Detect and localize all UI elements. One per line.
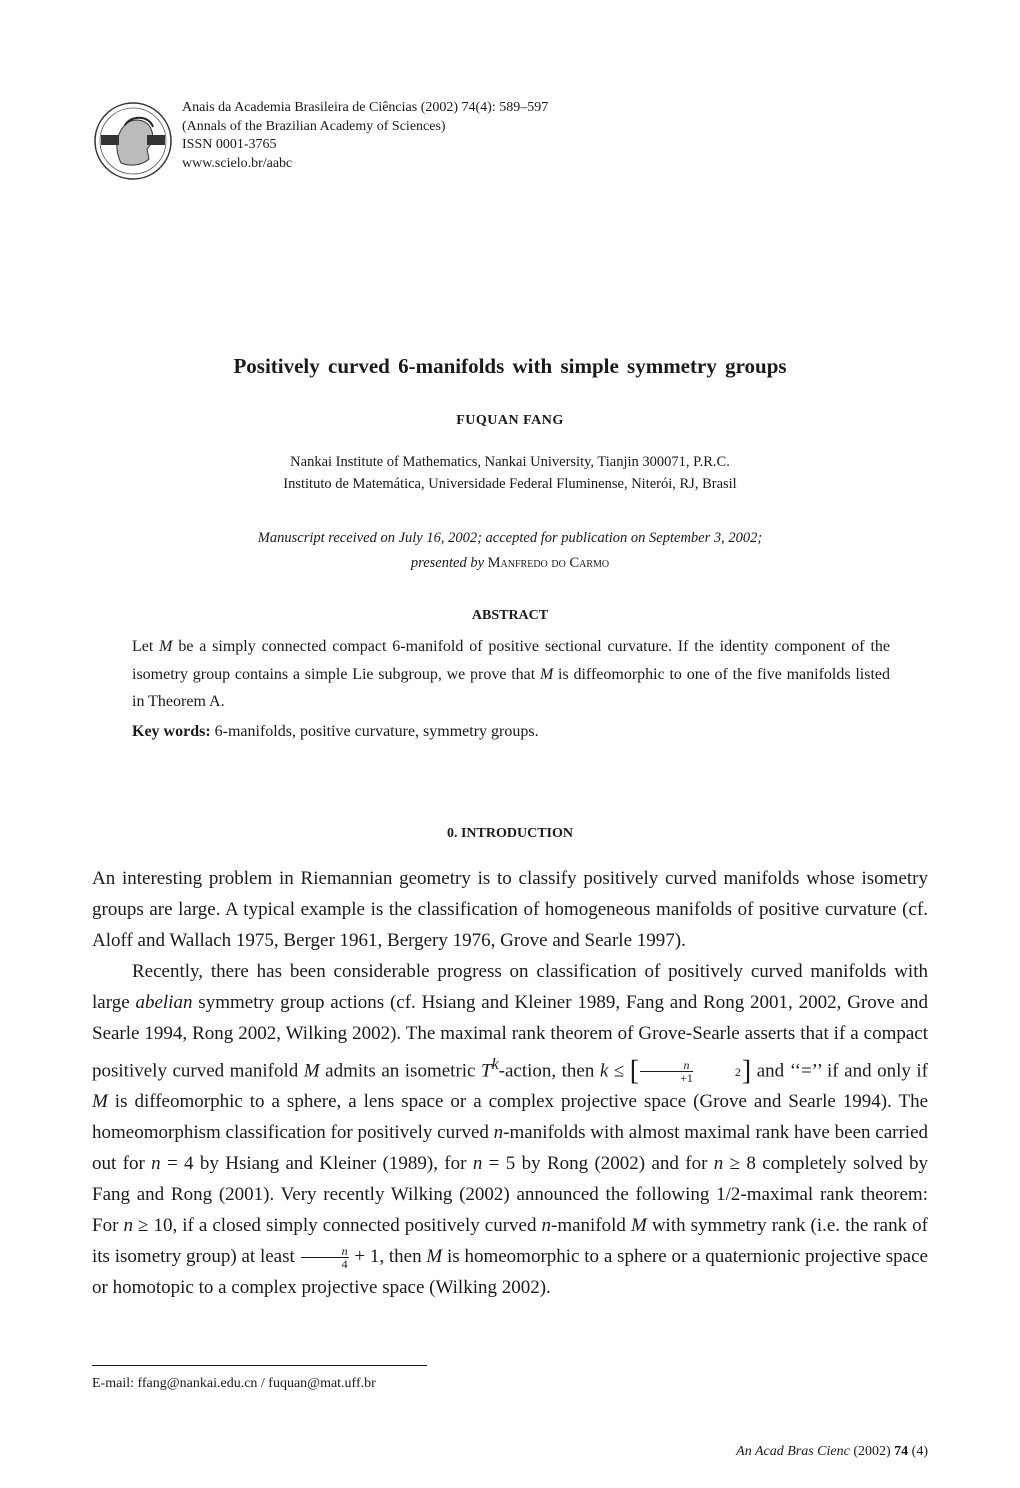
keywords-label: Key words:	[132, 722, 211, 740]
manuscript-info	[0, 526, 1020, 576]
introduction-heading: 0. INTRODUCTION	[446, 826, 573, 841]
intro-paragraph-1: An interesting problem in Riemannian geometry is to classify positively curved manifolds whose isometry groups are large. A typical example is the classification of homogeneous manifolds of positive curvature (cf. Aloff and Wallach 1975, Berger 1961, Bergery 1976, Grove and Searle 1997).	[92, 868, 928, 951]
journal-citation: Anais da Academia Brasileira de Ciências (2002) 74(4): 589–597	[182, 100, 549, 115]
keywords-line	[132, 718, 890, 746]
paper-author: FUQUAN FANG	[456, 413, 564, 428]
page-footer	[736, 1444, 928, 1460]
intro-paragraph-2: Recently, there has been considerable progress on classification of positively curved manifolds with large abelian symmetry group actions (cf. Hsiang and Kleiner 1989, Fang and Rong 2001, 2002, Grove and Searle 1994, Rong 2002, Wilking 2002). The maximal rank theorem of Grove-Searle asserts that if a compact positively curved manifold M admits an isometric $T^k$-action, then k ≤ [ $\frac{n}{+1}$ 2 ] and ‘‘=’’ if and only if M is diffeomorphic to a sphere, a lens space or a complex projective space (Grove and Searle 1994). The homeomorphism classification for positively curved n-manifolds with almost maximal rank have been carried out for n = 4 by Hsiang and Kleiner (1989), for n = 5 by Rong (2002) and for n ≥ 8 completely solved by Fang and Rong (2001). Very recently Wilking (2002) announced the following 1/2-maximal rank theorem: For n ≥ 10, if a closed simply connected positively curved n-manifold M with symmetry rank (i.e. the rank of its isometry group) at least $\frac{n}{4}$ + 1, then M is homeomorphic to a sphere or a quaternionic projective space or homotopic to a complex projective space (Wilking 2002).	[92, 961, 929, 1299]
paper-title: Positively curved 6-manifolds with simple symmetry groups	[233, 354, 787, 378]
abstract-body	[132, 633, 890, 745]
introduction-body	[92, 863, 928, 1303]
manuscript-dates: Manuscript received on July 16, 2002; accepted for publication on September 3, 2002;	[257, 530, 763, 546]
footer-issue: (4)	[911, 1444, 928, 1459]
abstract-text: Let M be a simply connected compact 6-manifold of positive sectional curvature. If the identity component of the isometry group contains a simple Lie subgroup, we prove that M is diffeomorphic to one of the five manifolds listed in Theorem A.	[132, 638, 891, 710]
presenter-name: Manfredo do Carmo	[487, 555, 610, 571]
author-affiliation	[0, 451, 1020, 495]
affiliation-line-2: Instituto de Matemática, Universidade Federal Fluminense, Niterói, RJ, Brasil	[283, 476, 737, 492]
presented-by-label: presented by	[410, 555, 485, 571]
author-email: E-mail: ffang@nankai.edu.cn / fuquan@mat.uff.br	[92, 1376, 376, 1391]
footer-journal: An Acad Bras Cienc	[736, 1444, 850, 1459]
keywords-text: 6-manifolds, positive curvature, symmetry groups.	[214, 722, 539, 740]
academy-logo-icon	[93, 101, 173, 181]
journal-header	[182, 99, 548, 173]
journal-issn: ISSN 0001-3765	[182, 137, 277, 152]
journal-english-name: (Annals of the Brazilian Academy of Sciences)	[182, 118, 446, 134]
journal-url[interactable]: www.scielo.br/aabc	[182, 155, 293, 171]
footer-year: (2002)	[853, 1444, 891, 1459]
footer-volume: 74	[894, 1444, 909, 1459]
abstract-heading: ABSTRACT	[471, 608, 549, 623]
footnote-rule	[92, 1365, 427, 1366]
manuscript-presenter-line	[0, 551, 1020, 576]
affiliation-line-1: Nankai Institute of Mathematics, Nankai University, Tianjin 300071, P.R.C.	[290, 454, 730, 470]
